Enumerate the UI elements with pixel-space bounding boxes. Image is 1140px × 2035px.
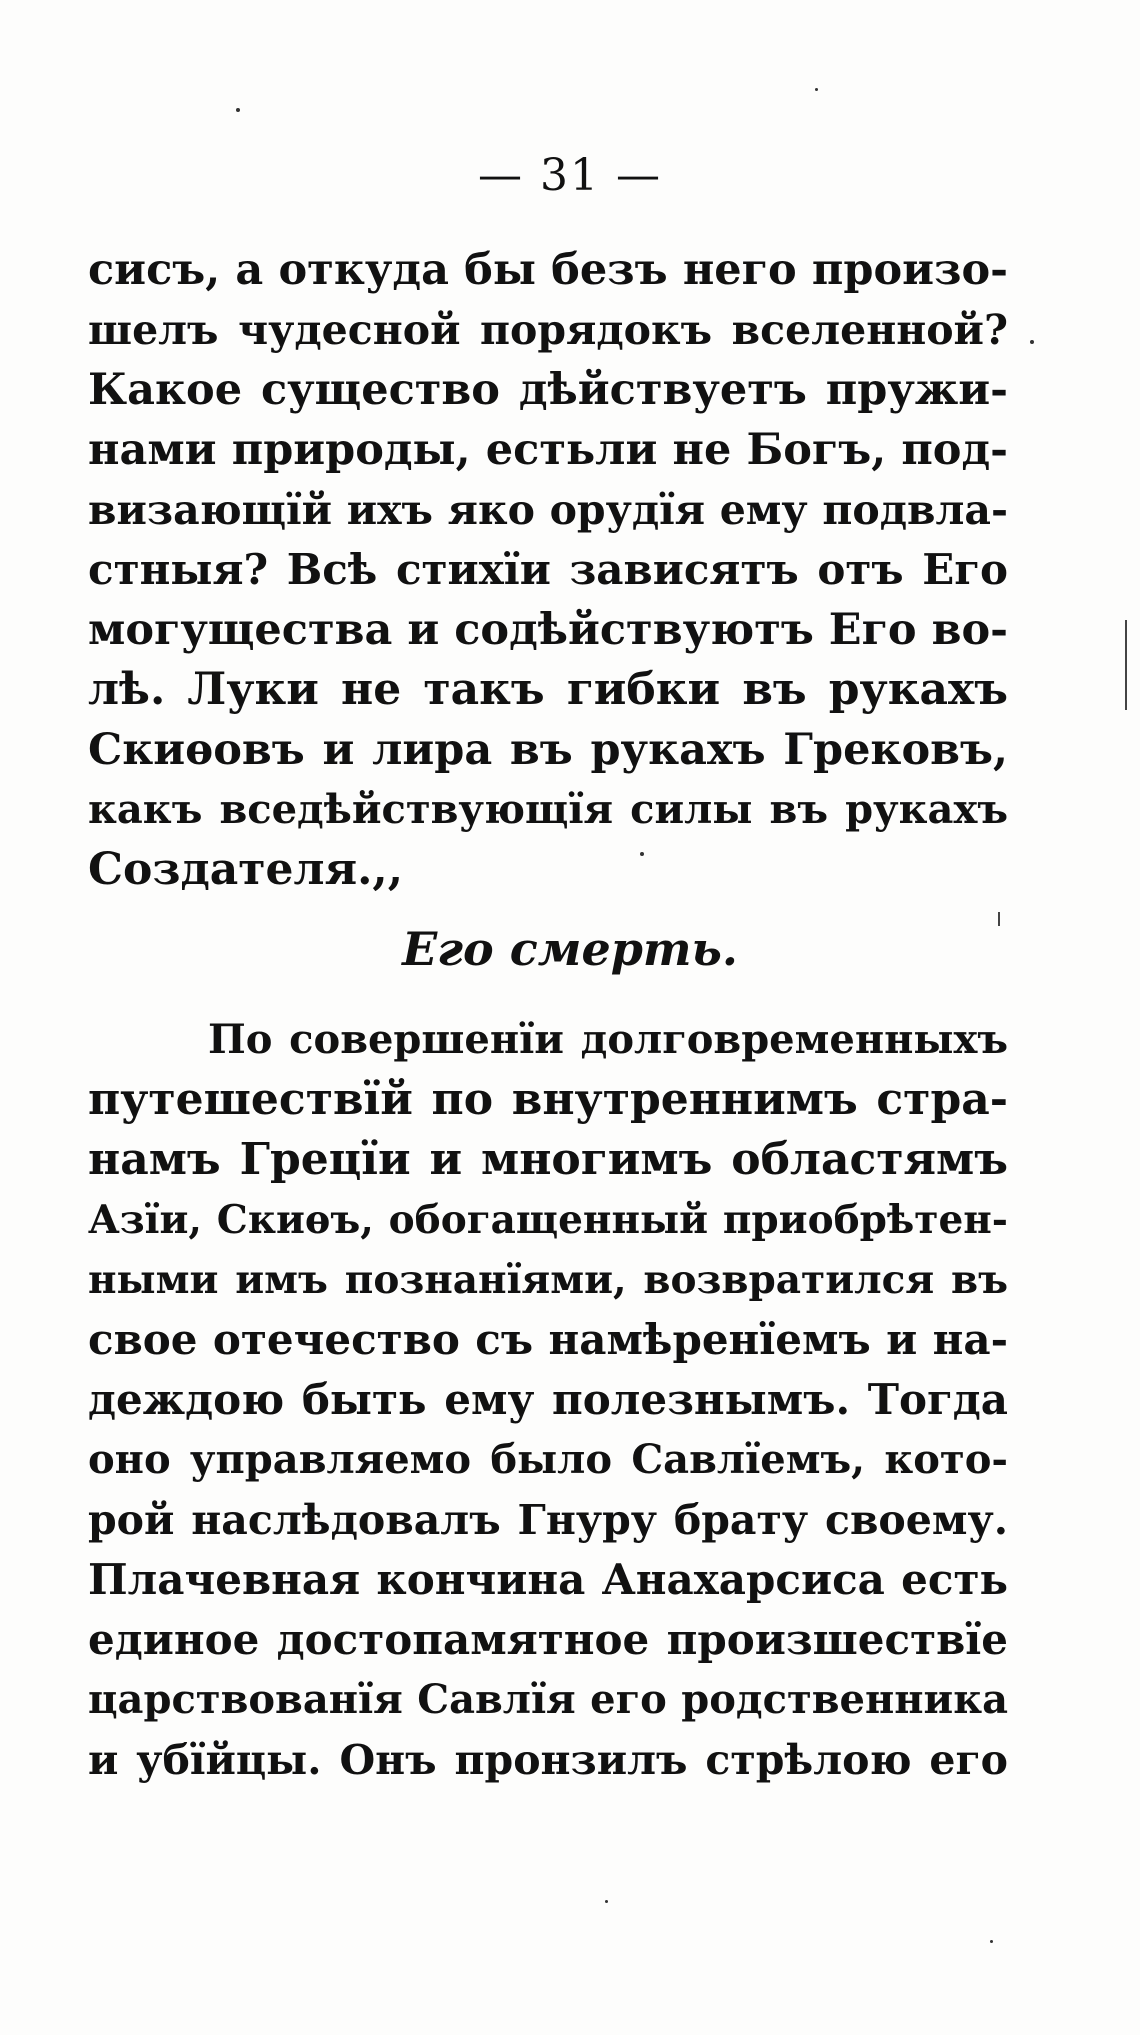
text-line: могущества и содѣйствуютъ Его во- [88,605,1008,655]
text-line: рой наслѣдовалъ Гнуру брату своему. [88,1496,1008,1544]
scan-speck [236,108,240,112]
text-line: свое отечество съ намѣренїемъ и на- [88,1315,1008,1364]
scan-speck [815,88,818,91]
text-line: единое достопамятное произшествїе [88,1615,1008,1664]
text-line: Создателя.,, [88,844,404,895]
paragraph [88,1010,1008,1790]
text-line: и убїйцы. Онъ пронзилъ стрѣлою его [88,1736,1008,1784]
page-number: — 31 — [478,150,662,201]
scan-speck [990,1940,993,1943]
text-line: путешествїй по внутреннимъ стра- [88,1074,1008,1125]
text-line: деждою быть ему полезнымъ. Тогда [88,1375,1008,1424]
text-line: оно управляемо было Савлїемъ, кото- [88,1436,1008,1483]
text-line: Азїи, Скиѳъ, обогащенный приобрѣтен- [88,1197,1008,1243]
section-heading: Его смерть. [402,922,738,976]
paragraph-continuation [88,240,1008,900]
margin-mark [1125,620,1127,710]
scan-speck [640,852,644,856]
text-line: сисъ, а откуда бы безъ него произо- [88,245,1008,295]
text-line: Какое существо дѣйствуетъ пружи- [88,365,1008,415]
text-line: намъ Грецїи и многимъ областямъ [88,1134,1008,1185]
text-line: лѣ. Луки не такъ гибки въ рукахъ [88,664,1008,715]
scan-speck [605,1900,608,1903]
text-line: По совершенїи долговременныхъ [208,1016,1008,1063]
text-line: Скиѳовъ и лира въ рукахъ Грековъ, [88,725,1008,775]
text-line: шелъ чудесной порядокъ вселенной? [88,306,1008,354]
text-line: какъ вседѣйствующїя силы въ рукахъ [88,786,1008,833]
text-line: стныя? Всѣ стихїи зависятъ отъ Его [88,545,1008,594]
scan-speck [1030,340,1034,344]
margin-mark [998,912,1000,926]
text-line: нами природы, естьли не Богъ, под- [88,425,1008,475]
text-line: ными имъ познанїями, возвратился въ [88,1257,1008,1303]
text-line: царствованїя Савлїя его родственника [88,1676,1008,1723]
text-line: Плачевная кончина Анахарсиса есть [88,1555,1008,1604]
text-line: визающїй ихъ яко орудїя ему подвла- [88,486,1008,534]
